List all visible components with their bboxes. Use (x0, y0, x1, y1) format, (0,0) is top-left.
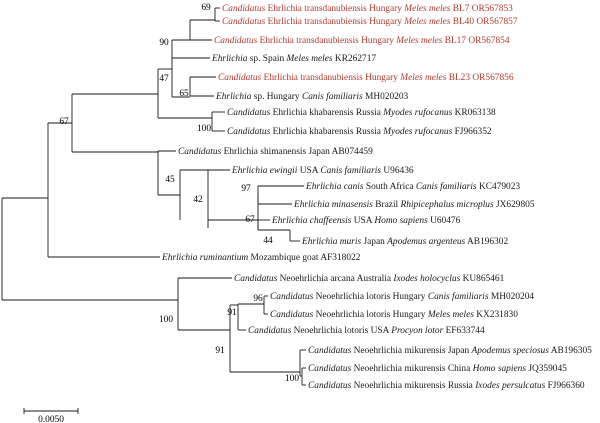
leaf-bl17-part: Ehrlichia transdanubiensis Hungary (257, 36, 397, 46)
leaf-bl17 (214, 36, 510, 46)
leaf-muris-part: Apodemus argenteus (387, 237, 466, 247)
leaf-bl7-part: Meles meles (404, 4, 451, 14)
bootstrap-100-neo: 100 (158, 315, 174, 325)
leaf-labels (158, 4, 592, 391)
leaf-mik-china-part: JQ359045 (525, 364, 567, 374)
bootstrap-44: 44 (263, 236, 273, 246)
leaf-bl7-part: Ehrlichia transdanubiensis Hungary (265, 4, 405, 14)
leaf-khab-2-part: Ehrlichia khabarensis Russia (270, 127, 384, 137)
leaf-mik-russia (308, 381, 585, 391)
leaf-mik-russia-part: Candidatus (308, 381, 352, 391)
leaf-muris-part: Ehrlichia muris (302, 237, 362, 247)
leaf-bl23-part: Ehrlichia transdanubiensis Hungary (261, 73, 401, 83)
bootstrap-91-mikurensis: 91 (215, 346, 225, 356)
leaf-chaffeensis (271, 215, 461, 226)
leaf-chaffeensis-part: USA (351, 216, 375, 226)
leaf-bl7-part: BL7 OR567853 (450, 4, 513, 14)
leaf-spain-part: sp. Spain (247, 54, 287, 64)
leaf-ruminantium-part: Mozambique goat AF318022 (248, 253, 361, 263)
leaf-spain-part: KR262717 (332, 54, 377, 64)
leaf-bl7-part: Candidatus (222, 4, 266, 14)
leaf-muris-part: Japan (361, 237, 388, 247)
leaf-chaffeensis-part: U60476 (427, 216, 461, 226)
leaf-muris (301, 237, 508, 247)
leaf-lotoris-dog-part: Neoehrlichia lotoris Hungary (313, 292, 428, 302)
leaf-bl23-part: Candidatus (218, 73, 262, 83)
leaf-lotoris-dog-part: MH020204 (488, 292, 535, 302)
leaf-chaffeensis-part: Homo sapiens (374, 216, 428, 226)
leaf-hungary-dog-part: Canis familiaris (301, 92, 363, 102)
leaf-mik-japan-part: AB196305 (548, 346, 592, 356)
leaf-shimanensis-part: Candidatus (178, 147, 222, 157)
leaf-canis-part: Canis familiaris (415, 182, 477, 192)
leaf-khab-2-part: Myodes rufocanus (383, 127, 453, 137)
leaf-lotoris-badger (270, 310, 518, 320)
bootstrap-96: 96 (253, 294, 263, 304)
leaf-bl17-part: BL17 OR567854 (442, 36, 510, 46)
leaf-arcana-part: Ixodes holocyclus (393, 274, 461, 284)
leaf-lotoris-usa-part: EF633744 (443, 326, 485, 336)
leaf-khab-1-part: Candidatus (227, 108, 271, 118)
leaf-bl23 (218, 73, 514, 83)
leaf-bl40-part: Candidatus (222, 17, 266, 27)
bootstrap-100-mikurensis: 100 (284, 374, 300, 384)
leaf-mik-japan-part: Neoehrlichia mikurensis Japan (351, 346, 472, 356)
leaf-khab-2 (227, 126, 492, 137)
leaf-hungary-dog-part: sp. Hungary (251, 92, 302, 102)
leaf-mik-china-part: Neoehrlichia mikurensis China (351, 364, 473, 374)
leaf-bl23-part: BL23 OR567856 (446, 73, 514, 83)
leaf-canis (305, 181, 520, 192)
leaf-lotoris-dog (270, 291, 534, 302)
leaf-minasensis (293, 200, 535, 210)
leaf-chaffeensis-part: Ehrlichia chaffeensis (272, 216, 352, 226)
leaf-bl40 (222, 17, 518, 27)
leaf-khab-1-part: Myodes rufocanus (383, 108, 453, 118)
leaf-spain (211, 54, 376, 64)
leaf-ewingii-part: U96436 (381, 166, 414, 176)
leaf-minasensis-part: JX629805 (493, 200, 535, 210)
leaf-arcana-part: KU865461 (460, 274, 505, 284)
leaf-arcana-part: Candidatus (234, 274, 278, 284)
leaf-lotoris-usa-part: Procyon lotor (391, 326, 444, 336)
leaf-lotoris-badger-part: Neoehrlichia lotoris Hungary (313, 310, 428, 320)
scale-bar (24, 408, 78, 423)
bootstrap-90: 90 (159, 38, 169, 48)
leaf-minasensis-part: Rhipicephalus microplus (400, 200, 494, 210)
bootstrap-91-lotoris: 91 (227, 308, 237, 318)
leaf-khab-2-part: FJ966352 (452, 127, 492, 137)
leaf-ewingii (231, 165, 414, 176)
leaf-canis-part: KC479023 (476, 182, 521, 192)
leaf-bl17-part: Candidatus (214, 36, 258, 46)
leaf-canis-part: Ehrlichia canis (306, 182, 364, 192)
bootstrap-100-khabarensis: 100 (196, 124, 212, 134)
leaf-spain-part: Meles meles (286, 54, 333, 64)
leaf-lotoris-badger-part: Candidatus (270, 310, 314, 320)
leaf-ewingii-part: USA (297, 166, 321, 176)
scale-bar-label: 0.0050 (38, 415, 64, 423)
leaf-mik-russia-part: Ixodes persulcatus (475, 381, 546, 391)
leaf-arcana (234, 274, 505, 284)
leaf-mik-japan-part: Candidatus (308, 346, 352, 356)
leaf-mik-china-part: Homo sapiens (472, 364, 526, 374)
leaf-mik-russia-part: Neoehrlichia mikurensis Russia (351, 381, 476, 391)
leaf-muris-part: AB196302 (465, 237, 509, 247)
leaf-khab-1-part: Ehrlichia khabarensis Russia (270, 108, 384, 118)
leaf-hungary-dog (215, 91, 409, 102)
leaf-bl40-part: Meles meles (404, 17, 451, 27)
leaf-mik-japan-part: Apodemus speciosus (471, 346, 549, 356)
bootstrap-47: 47 (159, 74, 169, 84)
leaf-khab-1-part: KR063138 (452, 108, 496, 118)
leaf-lotoris-usa (248, 326, 485, 336)
leaf-ruminantium-part: Ehrlichia ruminantium (162, 253, 249, 263)
leaf-khab-2-part: Candidatus (227, 127, 271, 137)
leaf-lotoris-usa-part: Candidatus (248, 326, 292, 336)
bootstrap-69: 69 (201, 3, 211, 13)
leaf-mik-japan (308, 346, 592, 356)
leaf-mik-china-part: Candidatus (308, 364, 352, 374)
leaf-lotoris-usa-part: Neoehrlichia lotoris USA (291, 326, 392, 336)
leaf-spain-part: Ehrlichia (212, 54, 248, 64)
bootstrap-97: 97 (241, 184, 251, 194)
leaf-lotoris-dog-part: Canis familiaris (427, 292, 489, 302)
leaf-shimanensis (178, 147, 373, 157)
bootstrap-65: 65 (179, 89, 189, 99)
leaf-canis-part: South Africa (363, 182, 416, 192)
leaf-lotoris-dog-part: Candidatus (270, 292, 314, 302)
leaf-ruminantium (161, 253, 361, 263)
leaf-minasensis-part: Ehrlichia minasensis (294, 200, 373, 210)
leaf-khab-1 (227, 107, 496, 118)
leaf-lotoris-badger-part: KX231830 (473, 310, 518, 320)
leaf-shimanensis-part: Ehrlichia shimanensis Japan AB074459 (221, 147, 373, 157)
leaf-bl23-part: Meles meles (400, 73, 447, 83)
leaf-ewingii-part: Ehrlichia ewingii (232, 166, 298, 176)
leaf-minasensis-part: Brazil (372, 200, 401, 210)
leaf-bl40-part: Ehrlichia transdanubiensis Hungary (265, 17, 405, 27)
leaf-mik-china (308, 364, 567, 374)
leaf-ewingii-part: Canis familiaris (320, 166, 382, 176)
bootstrap-67: 67 (59, 117, 69, 127)
bootstrap-45: 45 (165, 175, 175, 185)
leaf-mik-russia-part: FJ966360 (545, 381, 585, 391)
bootstrap-42: 42 (193, 195, 203, 205)
leaf-bl17-part: Meles meles (396, 36, 443, 46)
leaf-bl7 (222, 4, 513, 14)
leaf-bl40-part: BL40 OR567857 (450, 17, 518, 27)
leaf-arcana-part: Neoehrlichia arcana Australia (277, 274, 394, 284)
leaf-hungary-dog-part: MH020203 (362, 92, 409, 102)
leaf-hungary-dog-part: Ehrlichia (216, 92, 252, 102)
bootstrap-67-chaffeensis: 67 (245, 215, 255, 225)
leaf-lotoris-badger-part: Meles meles (427, 310, 474, 320)
